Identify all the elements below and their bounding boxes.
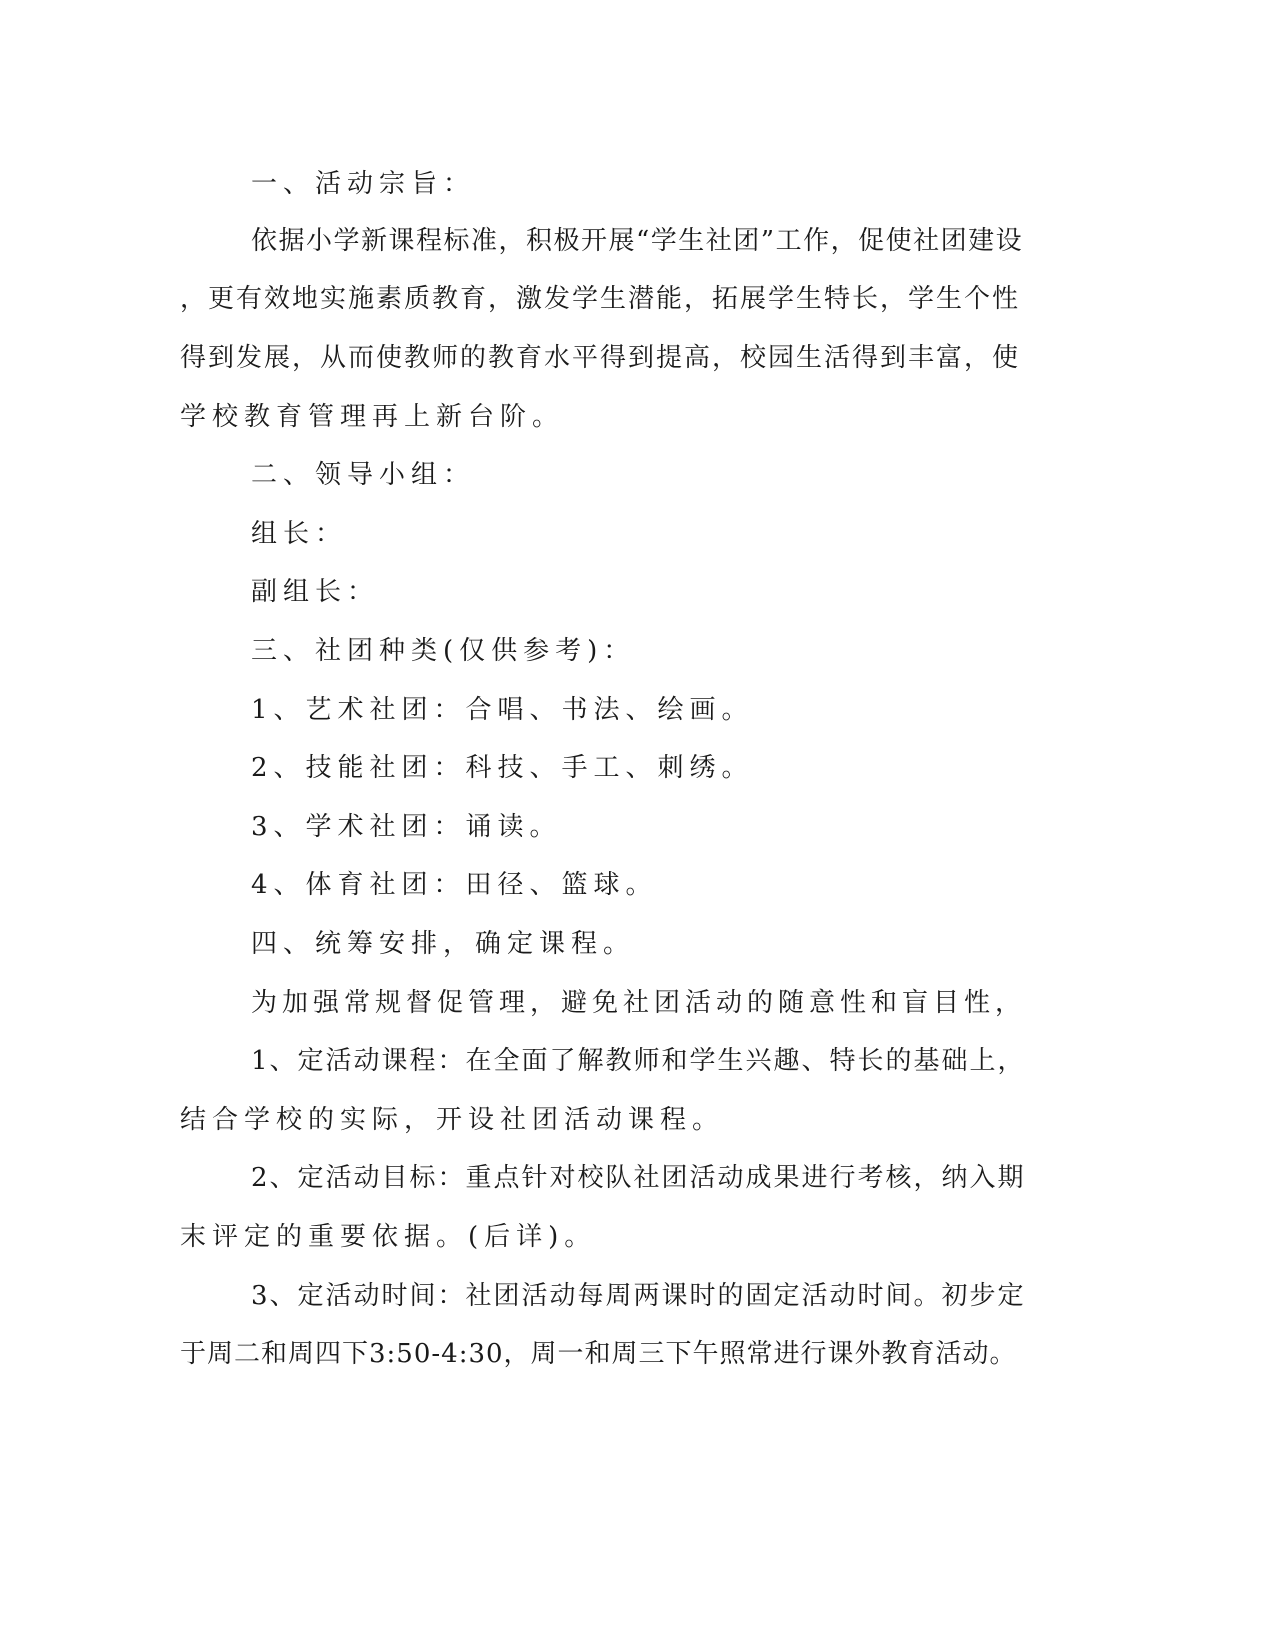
leader-field: 组长： <box>251 519 348 549</box>
heading-purpose: 一、活动宗旨： <box>251 169 476 199</box>
list-item: 3、学术社团：诵读。 <box>251 812 562 842</box>
heading-arrangement: 四、统筹安排，确定课程。 <box>251 929 636 959</box>
paragraph-line: 学校教育管理再上新台阶。 <box>180 402 565 432</box>
deputy-leader-field: 副组长： <box>251 577 380 607</box>
paragraph-line: 为加强常规督促管理，避免社团活动的随意性和盲目性， <box>251 988 1027 1018</box>
heading-leadership: 二、领导小组： <box>251 460 476 490</box>
paragraph-line: 依据小学新课程标准，积极开展“学生社团”工作，促使社团建设 <box>251 226 1024 256</box>
paragraph-line: 得到发展，从而使教师的教育水平得到提高，校园生活得到丰富，使 <box>180 343 1021 373</box>
paragraph-line: 1、定活动课程：在全面了解教师和学生兴趣、特长的基础上， <box>251 1046 1026 1076</box>
list-item: 2、技能社团：科技、手工、刺绣。 <box>251 753 754 783</box>
list-item: 1、艺术社团：合唱、书法、绘画。 <box>251 695 754 725</box>
list-item: 4、体育社团：田径、篮球。 <box>251 870 658 900</box>
paragraph-line: 3、定活动时间：社团活动每周两课时的固定活动时间。初步定 <box>251 1281 1026 1311</box>
paragraph-line: 结合学校的实际，开设社团活动课程。 <box>180 1105 725 1135</box>
heading-club-types: 三、社团种类(仅供参考)： <box>251 636 636 666</box>
paragraph-line: 于周二和周四下3:50-4:30，周一和周三下午照常进行课外教育活动。 <box>180 1339 1017 1369</box>
paragraph-line: ，更有效地实施素质教育，激发学生潜能，拓展学生特长，学生个性 <box>180 284 1021 314</box>
paragraph-line: 末评定的重要依据。(后详)。 <box>180 1222 597 1252</box>
paragraph-line: 2、定活动目标：重点针对校队社团活动成果进行考核，纳入期 <box>251 1163 1026 1193</box>
